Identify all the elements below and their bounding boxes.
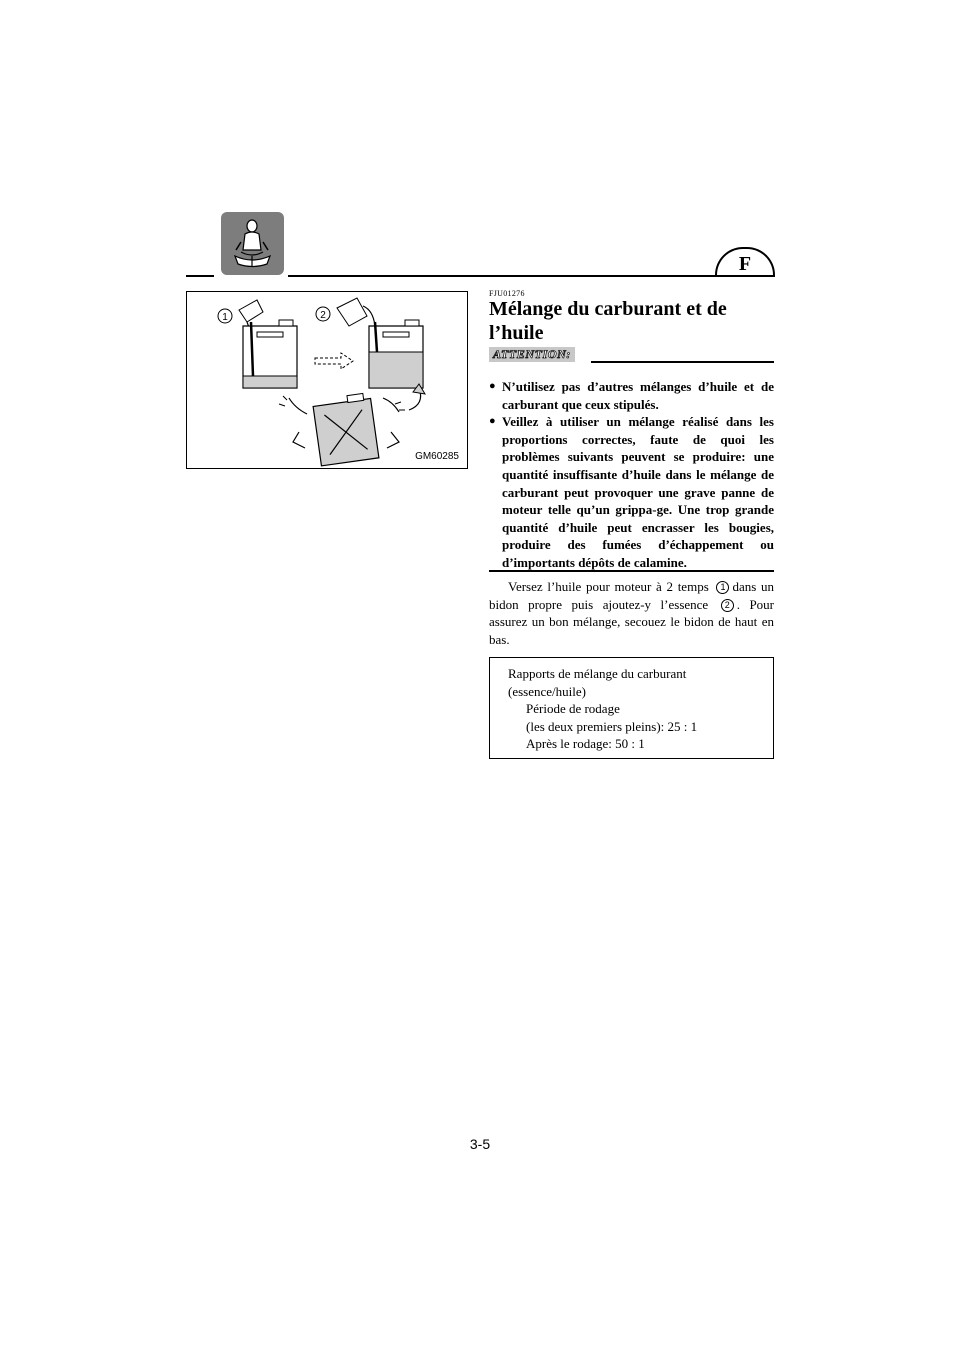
instruction-text: dans un bidon propre puis ajoutez-y l’essence bbox=[489, 579, 774, 612]
fuel-ratio-box bbox=[489, 657, 774, 759]
figure-image-code: GM60285 bbox=[415, 451, 459, 462]
break-in-label: Période de rodage bbox=[526, 701, 620, 717]
callout-1-text: 1 bbox=[222, 312, 228, 323]
section-title: Mélange du carburant et de l’huile bbox=[489, 298, 727, 344]
caution-text: Veillez à utiliser un mélange réalisé dans les proportions correctes, faute de quoi les problèmes suivants peuvent se produire: une quantité insuffisante d’huile dans le mélange de carburant peut provoquer une grave panne de moteur telle qu’un grippa-ge. Une trop grande quantité d’huile peut encrasser les bougies, produire des fumées d’échappement ou d’importants dépôts de calamine. bbox=[502, 414, 774, 570]
break-in-ratio: (les deux premiers pleins): 25 : 1 bbox=[526, 718, 698, 734]
language-tab: F bbox=[715, 247, 775, 277]
header-rule-right bbox=[288, 275, 774, 277]
ratio-title-line-2: (essence/huile) bbox=[508, 683, 586, 699]
caution-list bbox=[489, 378, 774, 572]
document-reference-code: FJU01276 bbox=[489, 289, 525, 298]
instruction-text: . Pour assurez un bon mélange, secouez le bidon de haut en bas. bbox=[489, 596, 775, 647]
caution-item bbox=[489, 413, 774, 571]
watercraft-section-icon bbox=[221, 212, 284, 275]
header-rule-left bbox=[186, 275, 214, 277]
caution-text: N’utilisez pas d’autres mélanges d’huile et de carburant que ceux stipulés. bbox=[502, 379, 774, 412]
callout-ref-2: 2 bbox=[721, 599, 734, 612]
instruction-paragraph bbox=[489, 578, 774, 648]
attention-rule bbox=[591, 361, 774, 363]
attention-label: ATTENTION: bbox=[489, 347, 575, 362]
callout-ref-1: 1 bbox=[716, 581, 729, 594]
attention-header bbox=[489, 347, 774, 363]
caution-item bbox=[489, 378, 774, 413]
caution-end-rule bbox=[489, 570, 774, 572]
callout-2-badge bbox=[316, 307, 330, 321]
callout-2-text: 2 bbox=[320, 310, 326, 321]
instruction-text: Versez l’huile pour moteur à 2 temps bbox=[508, 579, 709, 594]
fuel-mixing-illustration bbox=[186, 291, 468, 469]
after-break-in-ratio: Après le rodage: 50 : 1 bbox=[526, 736, 645, 752]
ratio-title-line-1: Rapports de mélange du carburant bbox=[508, 666, 687, 681]
page-number: 3-5 bbox=[469, 1136, 491, 1152]
callout-1-badge bbox=[218, 309, 232, 323]
bullet-icon: ● bbox=[489, 380, 496, 392]
bullet-icon: ● bbox=[489, 415, 496, 428]
